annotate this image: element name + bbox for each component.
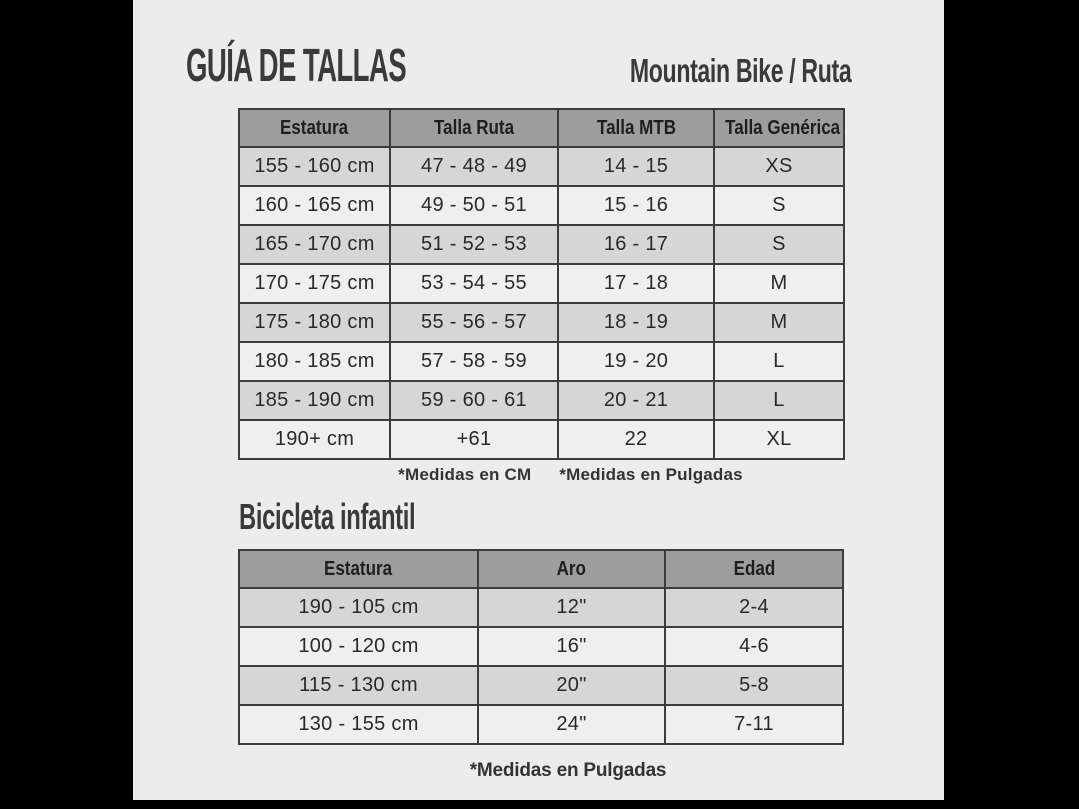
header-cell-talla-generica (714, 109, 844, 147)
table-row (239, 225, 844, 264)
table-row (239, 420, 844, 459)
table-row (239, 627, 843, 666)
table-row (239, 381, 844, 420)
table-cell: 7-11 (665, 705, 843, 744)
kids-section-title: Bicicleta infantil (239, 496, 416, 537)
table-row (239, 186, 844, 225)
header-label: Edad (733, 557, 775, 580)
table-cell: 185 - 190 cm (239, 381, 390, 420)
footnote-measures-inches: *Medidas en Pulgadas (469, 760, 667, 781)
page-subtitle: Mountain Bike / Ruta (629, 52, 851, 89)
table-cell: 165 - 170 cm (239, 225, 390, 264)
header-label: Estatura (324, 557, 393, 580)
table-cell: 20" (478, 666, 665, 705)
table-cell: 24" (478, 705, 665, 744)
kids-table-header-row (239, 550, 843, 588)
table-cell: 5-8 (665, 666, 843, 705)
table-cell: +61 (390, 420, 558, 459)
table-cell: 14 - 15 (558, 147, 714, 186)
table-row (239, 147, 844, 186)
table-row (239, 588, 843, 627)
table-row (239, 264, 844, 303)
size-guide-panel (133, 0, 944, 800)
table-row (239, 303, 844, 342)
table-cell: L (714, 381, 844, 420)
table-cell: 100 - 120 cm (239, 627, 478, 666)
table-cell: M (714, 303, 844, 342)
table-cell: L (714, 342, 844, 381)
header-label: Talla Genérica (725, 116, 841, 139)
table-cell: 47 - 48 - 49 (390, 147, 558, 186)
table-cell: 17 - 18 (558, 264, 714, 303)
header-cell-talla-mtb (558, 109, 714, 147)
table-cell: S (714, 186, 844, 225)
table-cell: 12" (478, 588, 665, 627)
header-cell-estatura (239, 109, 390, 147)
table-cell: 160 - 165 cm (239, 186, 390, 225)
table-cell: 49 - 50 - 51 (390, 186, 558, 225)
table-cell: 18 - 19 (558, 303, 714, 342)
table-cell: 19 - 20 (558, 342, 714, 381)
table-cell: XS (714, 147, 844, 186)
footnote-measures-cm: *Medidas en CM (398, 465, 532, 484)
table-cell: 55 - 56 - 57 (390, 303, 558, 342)
table-cell: 190 - 105 cm (239, 588, 478, 627)
header-cell-aro (478, 550, 665, 588)
page-title: GUÍA DE TALLAS (186, 39, 407, 91)
header-label: Talla MTB (596, 116, 676, 139)
table-cell: 190+ cm (239, 420, 390, 459)
table-cell: 130 - 155 cm (239, 705, 478, 744)
table-cell: 57 - 58 - 59 (390, 342, 558, 381)
table-cell: M (714, 264, 844, 303)
table-cell: XL (714, 420, 844, 459)
letterbox-right (944, 0, 1079, 809)
table-cell: 175 - 180 cm (239, 303, 390, 342)
header-cell-estatura (239, 550, 478, 588)
table-cell: S (714, 225, 844, 264)
header-cell-edad (665, 550, 843, 588)
table-cell: 115 - 130 cm (239, 666, 478, 705)
table-cell: 16" (478, 627, 665, 666)
kids-size-table (238, 549, 844, 745)
table-cell: 180 - 185 cm (239, 342, 390, 381)
table-cell: 53 - 54 - 55 (390, 264, 558, 303)
footnote-measures-inches: *Medidas en Pulgadas (559, 465, 743, 484)
table-row (239, 666, 843, 705)
table-row (239, 705, 843, 744)
table-cell: 16 - 17 (558, 225, 714, 264)
letterbox-bottom (0, 800, 1079, 809)
table-cell: 170 - 175 cm (239, 264, 390, 303)
kids-table-footnote-row (266, 760, 870, 782)
table-cell: 59 - 60 - 61 (390, 381, 558, 420)
header-cell-talla-ruta (390, 109, 558, 147)
table-cell: 22 (558, 420, 714, 459)
adult-size-table (238, 108, 845, 460)
letterbox-left (0, 0, 133, 809)
table-cell: 51 - 52 - 53 (390, 225, 558, 264)
table-cell: 4-6 (665, 627, 843, 666)
table-cell: 15 - 16 (558, 186, 714, 225)
adult-table-header-row (239, 109, 844, 147)
header-label: Estatura (280, 116, 349, 139)
adult-table-footnotes (238, 465, 843, 485)
table-cell: 2-4 (665, 588, 843, 627)
table-cell: 20 - 21 (558, 381, 714, 420)
header-label: Aro (556, 557, 587, 580)
table-row (239, 342, 844, 381)
header-label: Talla Ruta (434, 116, 514, 139)
table-cell: 155 - 160 cm (239, 147, 390, 186)
